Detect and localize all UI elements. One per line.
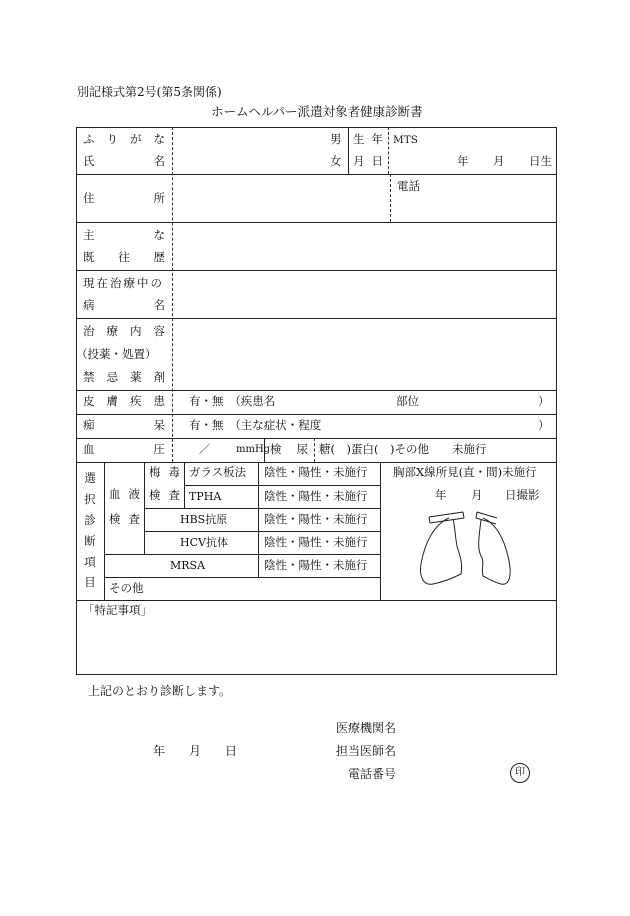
- test-name: MRSA: [170, 559, 206, 572]
- skin-paren-close: ）: [538, 394, 550, 408]
- other-test-label: その他: [109, 581, 144, 595]
- tel-label: 電話番号: [348, 767, 397, 781]
- bp-label: 血 圧: [83, 442, 165, 456]
- selection-label: 選 択 診 断 項 目: [84, 471, 96, 590]
- special-notes-label: 「特記事項」: [83, 603, 152, 617]
- certify-text: 上記のとおり診断します。: [88, 684, 232, 698]
- test-result-option[interactable]: 陰性・陽性・未施行: [264, 512, 368, 526]
- test-name: ガラス板法: [189, 465, 247, 479]
- birth-label-bottom: 月 日: [353, 154, 383, 168]
- blood-test-label-line1: 血 液: [109, 487, 140, 501]
- dementia-paren-close: ）: [538, 418, 550, 432]
- sex-female-option[interactable]: 女: [330, 154, 342, 168]
- bp-unit: mmHg: [236, 444, 271, 455]
- current-label-line1: 現在治療中の: [83, 276, 164, 290]
- test-name: HCV抗体: [180, 536, 228, 549]
- address-label: 住 所: [83, 191, 165, 205]
- treatment-label-line1: 治 療 内 容: [83, 324, 165, 338]
- page-title: ホームヘルパー派遣対象者健康診断書: [211, 104, 423, 119]
- era-options[interactable]: MTS: [393, 134, 418, 146]
- test-name: HBS抗原: [180, 513, 228, 526]
- furigana-label: ふ り が な: [83, 132, 165, 146]
- dementia-label: 痴 呆: [83, 418, 165, 432]
- institution-label: 医療機関名: [336, 721, 397, 735]
- dementia-presence-option[interactable]: 有・無 （主な症状・程度: [189, 418, 322, 432]
- skin-presence-option[interactable]: 有・無 （疾患名: [189, 394, 276, 408]
- current-label-line2: 病 名: [83, 298, 165, 312]
- xray-title: 胸部X線所見(直・間)未施行: [393, 465, 537, 479]
- seal-mark: 印: [510, 763, 530, 783]
- history-label-line2: 既 往 歴: [83, 250, 165, 264]
- urine-label: 検 尿: [270, 442, 308, 456]
- test-name: TPHA: [189, 490, 222, 503]
- syphilis-label-line2: 検 査: [149, 488, 180, 502]
- skin-label: 皮 膚 疾 患: [83, 394, 165, 408]
- treatment-label-line2: （投薬・処置）: [76, 347, 157, 361]
- skin-site-label: 部位: [396, 394, 419, 408]
- special-notes-area[interactable]: [77, 622, 556, 674]
- phone-label: 電話: [397, 179, 420, 193]
- blood-test-label-line2: 検 査: [109, 512, 140, 526]
- birth-label-top: 生 年: [353, 132, 383, 146]
- syphilis-label-line1: 梅 毒: [149, 465, 180, 479]
- form-number: 別記様式第2号(第5条関係): [77, 85, 222, 99]
- test-result-option[interactable]: 陰性・陽性・未施行: [264, 535, 368, 549]
- lungs-diagram: [405, 506, 535, 596]
- history-label-line1: 主 な: [83, 228, 165, 242]
- test-result-option[interactable]: 陰性・陽性・未施行: [264, 465, 368, 479]
- sex-male-option[interactable]: 男: [330, 132, 342, 146]
- urine-items[interactable]: 糖( )蛋白( )その他 未施行: [319, 442, 487, 456]
- test-result-option[interactable]: 陰性・陽性・未施行: [264, 558, 368, 572]
- test-result-option[interactable]: 陰性・陽性・未施行: [264, 489, 368, 503]
- name-label: 氏 名: [83, 154, 165, 168]
- bp-slash: ／: [199, 442, 211, 456]
- treatment-label-line3: 禁 忌 薬 剤: [83, 370, 165, 384]
- doctor-label: 担当医師名: [336, 744, 397, 758]
